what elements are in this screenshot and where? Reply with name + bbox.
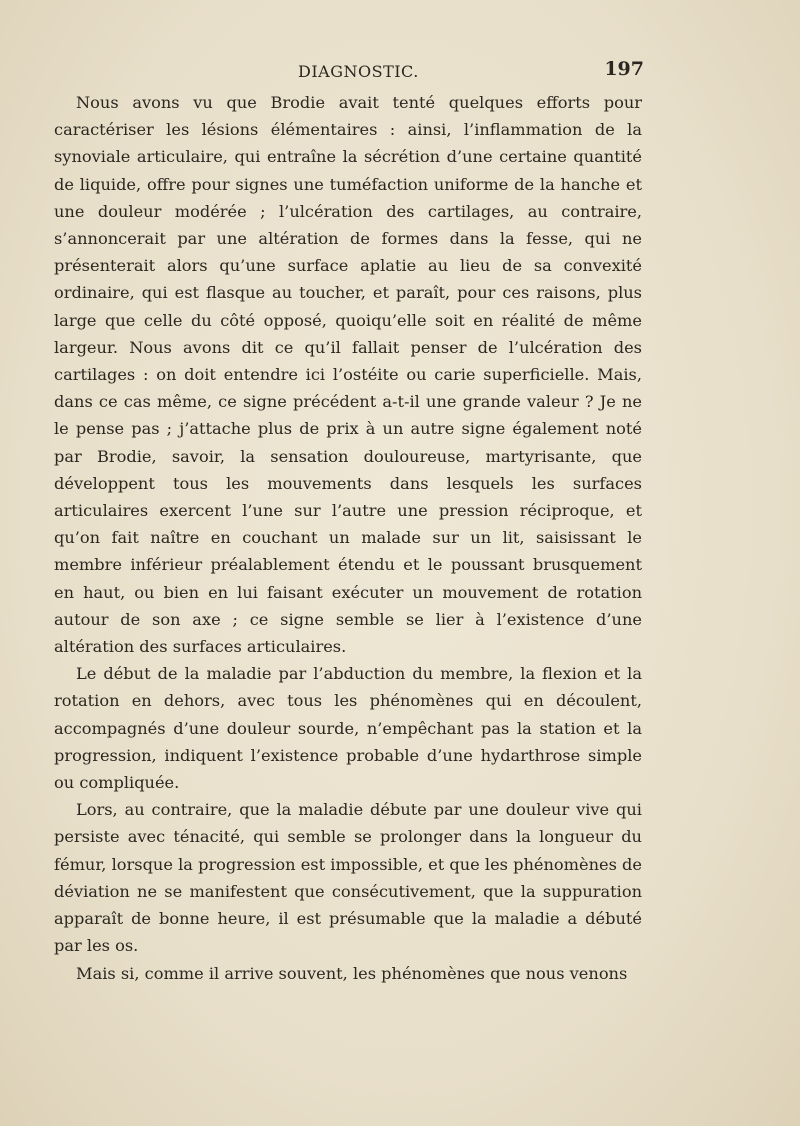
paragraph-3: Lors, au contraire, que la maladie débute par une douleur vive qui persiste avec ténacité, qui semble se prolonger dans la longueur du fémur, lorsque la progression est impossible, et que les phénomènes de déviation ne se manifestent que consécutivement, que la suppuration apparaît de bonne heure, il est présumable que la maladie a débuté par les os. [54, 800, 642, 956]
paragraph-1: Nous avons vu que Brodie avait tenté quelques efforts pour caractériser les lésions élémentaires : ainsi, l’inflammation de la synoviale articulaire, qui entraîne la sécrétion d’une certaine quantité de liquide, offre pour signes une tuméfaction uniforme de la hanche et une douleur modérée ; l’ulcération des cartilages, au contraire, s’annoncerait par une altération de formes dans la fesse, qui ne présenterait alors qu’une surface aplatie au lieu de sa convexité ordinaire, qui est flasque au toucher, et paraît, pour ces raisons, plus large que celle du côté opposé, quoiqu’elle soit en réalité de même largeur. Nous avons dit ce qu’il fallait penser de l’ulcération des cartilages : on doit entendre ici l’ostéite ou carie superficielle. Mais, dans ce cas même, ce signe précédent a-t-il une grande valeur ? Je ne le pense pas ; j’attache plus de prix à un autre signe également noté par Brodie, savoir, la sensation douloureuse, martyrisante, que développent tous les mouvements dans lesquels les surfaces articulaires exercent l’une sur l’autre une pression réciproque, et qu’on fait naître en couchant un malade sur un lit, saisissant le membre inférieur préalablement étendu et le poussant brusquement en haut, ou bien en lui faisant exécuter un mouvement de rotation autour de son axe ; ce signe semble se lier à l’existence d’une altération des surfaces articulaires. [54, 93, 642, 657]
page-number: 197 [604, 58, 644, 80]
running-head: DIAGNOSTIC. [298, 62, 419, 81]
paragraph-2: Le début de la maladie par l’abduction du membre, la flexion et la rotation en dehors, avec tous les phénomènes qui en découlent, accompagnés d’une douleur sourde, n’empêchant pas la station et la progression, indiquent l’existence probable d’une hydarthrose simple ou compliquée. [54, 664, 642, 793]
page-header [54, 58, 644, 86]
paragraph-4: Mais si, comme il arrive souvent, les phénomènes que nous venons [76, 963, 628, 983]
body-text [54, 89, 642, 987]
